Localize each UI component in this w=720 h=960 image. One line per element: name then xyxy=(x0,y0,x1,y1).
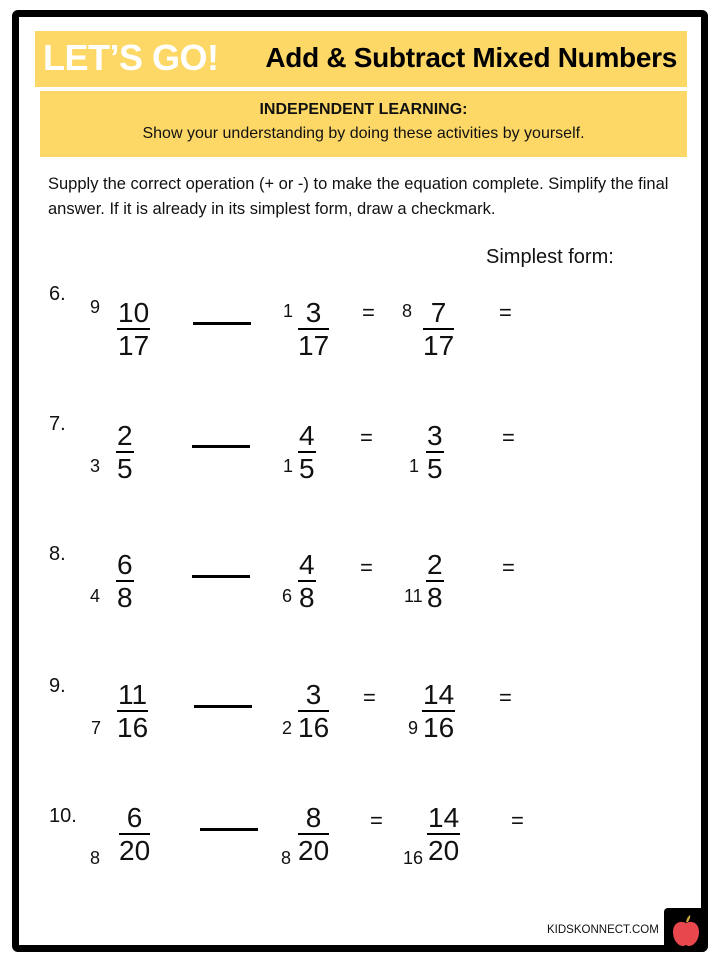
first-number-whole: 4 xyxy=(90,586,101,606)
problem-number: 10. xyxy=(49,805,77,827)
result-number-denominator: 5 xyxy=(427,453,443,484)
first-number-numerator: 6 xyxy=(117,549,133,580)
first-number-numerator: 10 xyxy=(118,297,150,328)
result-number-fraction xyxy=(422,680,455,744)
equals-sign: = xyxy=(360,425,373,450)
second-number-numerator: 3 xyxy=(298,680,329,712)
first-number-denominator: 5 xyxy=(117,453,133,484)
second-number-fraction xyxy=(298,803,329,867)
page-title: Add & Subtract Mixed Numbers xyxy=(265,42,677,73)
second-number-numerator: 4 xyxy=(299,549,315,580)
equals-sign: = xyxy=(370,808,383,833)
result-number-numerator: 2 xyxy=(427,549,443,580)
learning-heading: INDEPENDENT LEARNING: xyxy=(259,101,468,118)
operation-blank[interactable] xyxy=(192,575,250,578)
equals-sign: = xyxy=(363,685,376,710)
simplest-equals-sign: = xyxy=(502,555,515,580)
result-number-fraction xyxy=(423,298,454,362)
second-number-whole: 1 xyxy=(283,456,294,476)
first-number-fraction xyxy=(116,421,134,485)
result-number-numerator: 7 xyxy=(423,298,454,330)
learning-text: Show your understanding by doing these activities by yourself. xyxy=(142,125,585,142)
result-number-denominator: 8 xyxy=(427,582,443,613)
operation-blank[interactable] xyxy=(200,828,258,831)
simplest-equals-sign: = xyxy=(499,300,512,325)
operation-blank[interactable] xyxy=(192,445,250,448)
simplest-form-label: Simplest form: xyxy=(486,246,614,268)
first-number-numerator: 11 xyxy=(118,679,148,710)
equals-sign: = xyxy=(360,555,373,580)
first-number-whole: 9 xyxy=(90,297,101,317)
result-number-fraction xyxy=(426,421,444,485)
first-number-fraction xyxy=(116,550,134,614)
problem-row xyxy=(0,543,720,643)
second-number-whole: 2 xyxy=(282,718,293,738)
first-number-denominator: 16 xyxy=(117,712,149,743)
problem-row xyxy=(0,675,720,775)
second-number-whole: 1 xyxy=(283,301,294,321)
result-number-numerator: 14 xyxy=(423,679,455,710)
problem-row xyxy=(0,802,720,905)
result-number-denominator: 17 xyxy=(423,330,455,361)
result-number-numerator: 14 xyxy=(428,802,460,833)
first-number-denominator: 8 xyxy=(117,582,133,613)
second-number-numerator: 3 xyxy=(298,298,329,330)
operation-blank[interactable] xyxy=(194,705,252,708)
problem-number: 6. xyxy=(49,283,66,305)
result-number-fraction xyxy=(427,803,460,867)
problem-number: 9. xyxy=(49,675,66,697)
first-number-fraction xyxy=(117,298,150,362)
first-number-numerator: 6 xyxy=(119,803,150,835)
first-number-whole: 3 xyxy=(90,456,101,476)
simplest-equals-sign: = xyxy=(502,425,515,450)
second-number-denominator: 16 xyxy=(298,712,330,743)
problem-row xyxy=(0,413,720,513)
first-number-whole: 7 xyxy=(91,718,102,738)
problem-number: 8. xyxy=(49,543,66,565)
result-number-whole: 1 xyxy=(409,456,420,476)
simplest-equals-sign: = xyxy=(499,685,512,710)
second-number-fraction xyxy=(298,421,316,485)
simplest-equals-sign: = xyxy=(511,808,524,833)
first-number-denominator: 17 xyxy=(118,330,150,361)
independent-learning-box xyxy=(40,91,687,157)
equals-sign: = xyxy=(362,300,375,325)
second-number-denominator: 8 xyxy=(299,582,315,613)
first-number-numerator: 2 xyxy=(117,420,133,451)
second-number-fraction xyxy=(298,298,329,362)
result-number-denominator: 16 xyxy=(423,712,455,743)
result-number-fraction xyxy=(426,550,444,614)
result-number-denominator: 20 xyxy=(428,835,460,866)
operation-blank[interactable] xyxy=(193,322,251,325)
first-number-fraction xyxy=(117,680,148,744)
second-number-numerator: 8 xyxy=(298,803,329,835)
result-number-whole: 8 xyxy=(402,301,413,321)
second-number-denominator: 5 xyxy=(299,453,315,484)
logo-tab xyxy=(664,908,708,952)
instructions: Supply the correct operation (+ or -) to make the equation complete. Simplify the final answer. If it is already in its simplest form, draw a checkmark. xyxy=(48,175,669,218)
second-number-fraction xyxy=(298,680,329,744)
second-number-whole: 8 xyxy=(281,848,292,868)
result-number-whole: 9 xyxy=(408,718,419,738)
problem-row xyxy=(0,283,720,383)
result-number-whole: 11 xyxy=(404,586,423,606)
result-number-numerator: 3 xyxy=(427,420,443,451)
apple-icon xyxy=(664,908,708,952)
site-name: KIDSKONNECT.COM xyxy=(547,924,659,936)
second-number-whole: 6 xyxy=(282,586,293,606)
first-number-whole: 8 xyxy=(90,848,101,868)
lets-go-badge: LET’S GO! xyxy=(43,37,219,78)
first-number-denominator: 20 xyxy=(119,835,151,866)
second-number-numerator: 4 xyxy=(299,420,315,451)
second-number-denominator: 20 xyxy=(298,835,330,866)
second-number-denominator: 17 xyxy=(298,330,330,361)
title-band xyxy=(35,31,687,87)
problem-number: 7. xyxy=(49,413,66,435)
result-number-whole: 16 xyxy=(403,848,424,868)
first-number-fraction xyxy=(119,803,150,867)
second-number-fraction xyxy=(298,550,316,614)
